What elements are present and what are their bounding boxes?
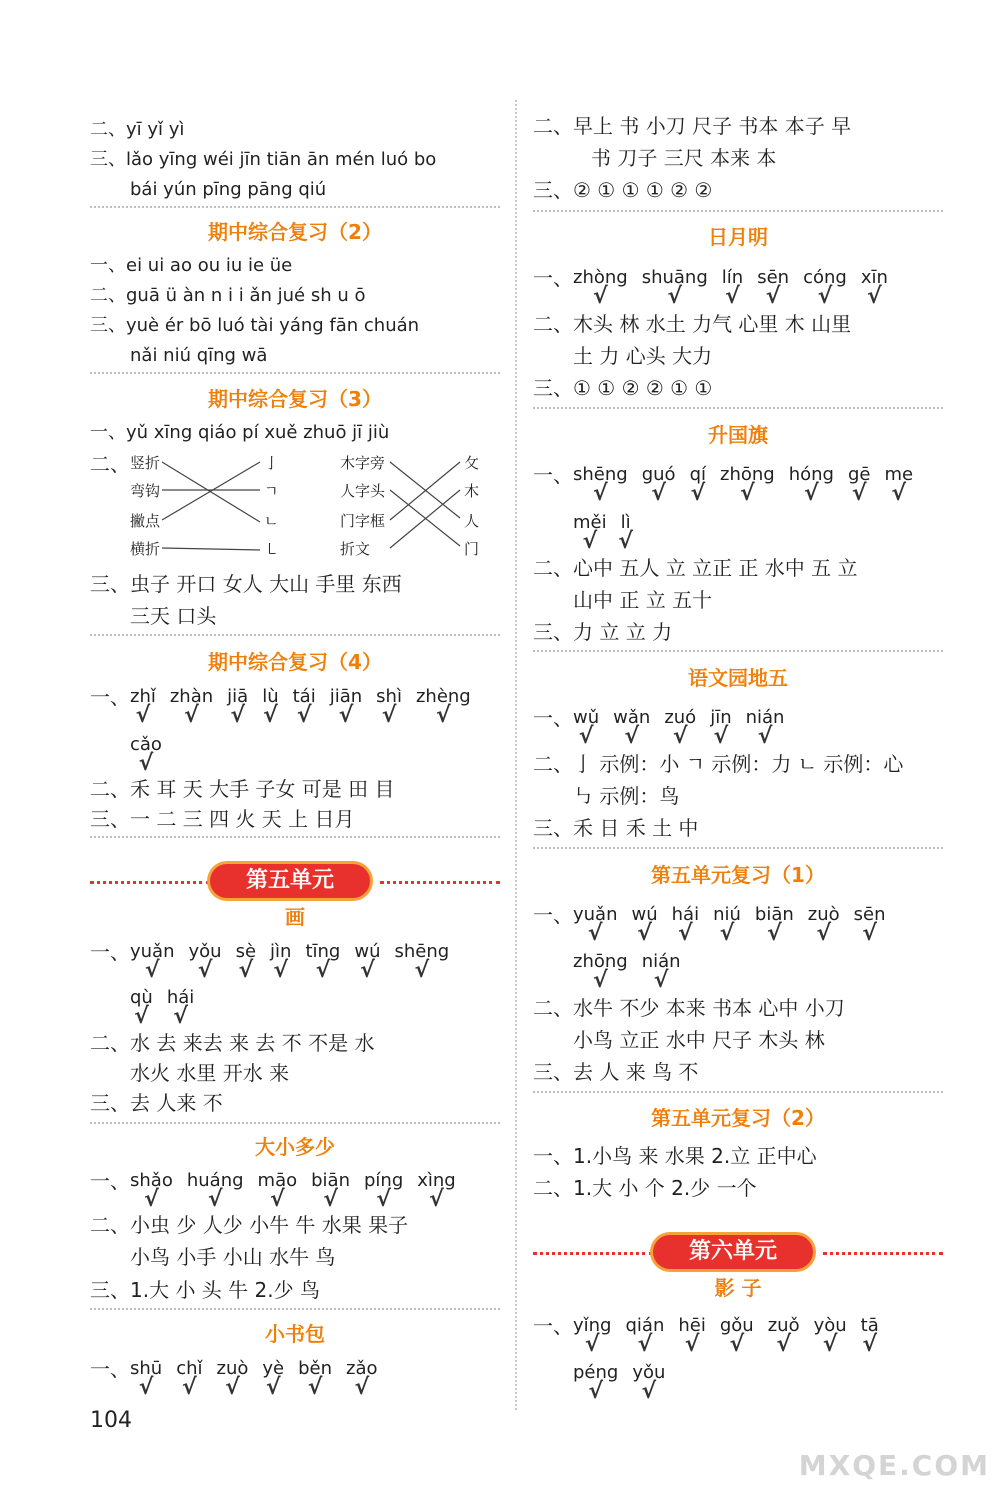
section-title: 期中综合复习（4）	[208, 650, 382, 674]
banner-dots	[823, 1252, 943, 1255]
match-right-2: 木	[464, 482, 480, 500]
watermark: MXQE.COM	[798, 1449, 990, 1482]
check-mark-icon: √	[667, 284, 683, 309]
pinyin-check-row	[573, 901, 900, 946]
check-mark-icon: √	[587, 921, 603, 946]
pinyin-word: péng √	[573, 1362, 619, 1404]
check-mark-icon: √	[135, 703, 151, 728]
answer-prefix: 一、	[90, 940, 130, 964]
answer-line: 二、木头 林 水土 力气 心里 木 山里	[533, 312, 852, 336]
pinyin-word: hái √	[671, 904, 700, 946]
pinyin-word: xīn √	[860, 267, 888, 309]
check-mark-icon: √	[323, 1187, 338, 1212]
pinyin-word: yǐng √	[573, 1315, 612, 1357]
answer-line: 书 刀子 三尺 本来 本	[591, 146, 777, 170]
check-mark-icon: √	[678, 921, 693, 946]
pinyin-check-row	[573, 1312, 893, 1357]
answer-line: 三、虫子 开口 女人 大山 手里 东西	[90, 572, 402, 596]
check-mark-icon: √	[593, 284, 608, 309]
section-title: 期中综合复习（3）	[208, 387, 382, 411]
section-separator	[533, 1091, 943, 1093]
check-mark-icon: √	[862, 1332, 878, 1357]
section-separator	[90, 1122, 500, 1124]
page-number: 104	[90, 1408, 132, 1433]
pinyin-word: cǎo √	[130, 734, 162, 776]
answer-line: 小鸟 立正 水中 尺子 木头 林	[573, 1028, 825, 1052]
banner-dots	[380, 881, 500, 884]
pinyin-check-row	[130, 1355, 392, 1400]
pinyin-word: me √	[884, 464, 914, 506]
check-mark-icon: √	[725, 284, 740, 309]
check-mark-icon: √	[637, 921, 652, 946]
answer-line: 三、去 人来 不	[90, 1091, 223, 1115]
check-mark-icon: √	[593, 481, 608, 506]
pinyin-word: biān √	[754, 904, 794, 946]
check-mark-icon: √	[582, 529, 598, 554]
answer-line: 二、心中 五人 立 立正 正 水中 五 立	[533, 556, 858, 580]
check-mark-icon: √	[578, 724, 594, 749]
pinyin-word: jiā √	[227, 686, 249, 728]
pinyin-word: hóng √	[788, 464, 834, 506]
match-right-4: 门	[464, 540, 480, 558]
section-title: 小书包	[265, 1322, 325, 1346]
check-mark-icon: √	[238, 958, 254, 983]
pinyin-word: zhòng √	[573, 267, 628, 309]
section-title: 期中综合复习（2）	[208, 220, 382, 244]
pinyin-check-row	[573, 704, 798, 749]
check-mark-icon: √	[822, 1332, 838, 1357]
pinyin-word: shuāng √	[641, 267, 708, 309]
pinyin-word: jīn √	[710, 707, 732, 749]
pinyin-word: tīng √	[305, 941, 341, 983]
answer-prefix: 一、	[90, 1357, 130, 1381]
pinyin-word: qián √	[625, 1315, 665, 1357]
check-mark-icon: √	[593, 968, 608, 993]
pinyin-word: wú √	[354, 941, 381, 983]
pinyin-word: zhōng √	[720, 464, 775, 506]
section-separator	[90, 1308, 500, 1310]
answer-line: 小鸟 小手 小山 水牛 鸟	[130, 1245, 336, 1269]
pinyin-word: jiān √	[329, 686, 363, 728]
answer-line: 三、一 二 三 四 火 天 上 日月	[90, 807, 355, 831]
check-mark-icon: √	[891, 481, 907, 506]
check-mark-icon: √	[776, 1332, 791, 1357]
check-mark-icon: √	[429, 1187, 444, 1212]
check-mark-icon: √	[436, 703, 451, 728]
answer-line: bái yún pīng pāng qiú	[130, 179, 327, 200]
match-left-3: 撇点	[130, 512, 161, 530]
check-mark-icon: √	[414, 958, 430, 983]
check-mark-icon: √	[588, 1379, 604, 1404]
answer-line: 一、ei ui ao ou iu ie üe	[90, 255, 293, 276]
check-mark-icon: √	[265, 1375, 281, 1400]
answer-prefix: 一、	[90, 685, 130, 709]
pinyin-word: nián √	[641, 951, 681, 993]
match-left-2: 弯钩	[130, 482, 161, 500]
pinyin-word: zuò √	[216, 1358, 249, 1400]
answer-prefix: 一、	[90, 1169, 130, 1193]
match-mid2-2: 人字头	[340, 482, 386, 500]
check-mark-icon: √	[144, 958, 160, 983]
match-mid1-4: ㇄	[264, 540, 280, 558]
pinyin-check-row	[573, 948, 695, 993]
match-right-1: 攵	[464, 454, 480, 472]
match-mid1-1: 亅	[264, 454, 280, 472]
check-mark-icon: √	[273, 958, 289, 983]
pinyin-word: niú √	[713, 904, 741, 946]
answer-line: 三、② ① ① ① ② ②	[533, 178, 713, 202]
pinyin-check-row	[573, 509, 645, 554]
pinyin-word: yuǎn √	[130, 941, 175, 983]
pinyin-word: shì √	[376, 686, 402, 728]
section-separator	[90, 836, 500, 838]
check-mark-icon: √	[862, 921, 877, 946]
check-mark-icon: √	[719, 921, 735, 946]
pinyin-check-row	[130, 938, 463, 983]
pinyin-word: zǎo √	[346, 1358, 378, 1400]
check-mark-icon: √	[338, 703, 354, 728]
check-mark-icon: √	[624, 724, 640, 749]
pinyin-check-row	[130, 1167, 470, 1212]
pinyin-word: měi √	[573, 512, 607, 554]
check-mark-icon: √	[816, 921, 832, 946]
pinyin-word: lì √	[618, 512, 633, 554]
answer-line: ㇉ 示例：鸟	[573, 784, 680, 808]
check-mark-icon: √	[740, 481, 755, 506]
answer-line: 二、yī yǐ yì	[90, 119, 185, 140]
pinyin-word: hēi √	[678, 1315, 706, 1357]
pinyin-word: píng √	[363, 1170, 404, 1212]
pinyin-word: lín √	[721, 267, 744, 309]
banner-dots	[533, 1252, 653, 1255]
check-mark-icon: √	[173, 1004, 188, 1029]
answer-line: 三、yuè ér bō luó tài yáng fān chuán	[90, 315, 420, 336]
match-left-4: 横折	[130, 540, 161, 558]
pinyin-word: nián √	[745, 707, 785, 749]
pinyin-check-row	[573, 1359, 679, 1404]
answer-line: 三、1.大 小 头 牛 2.少 鸟	[90, 1278, 320, 1302]
answer-prefix: 一、	[533, 463, 573, 487]
pinyin-check-row	[130, 731, 176, 776]
answer-line: 三、禾 日 禾 土 中	[533, 816, 699, 840]
check-mark-icon: √	[851, 481, 867, 506]
answer-prefix: 二、	[90, 452, 130, 476]
check-mark-icon: √	[651, 481, 666, 506]
pinyin-word: wú √	[631, 904, 658, 946]
pinyin-word: gē √	[847, 464, 871, 506]
section-separator	[90, 206, 500, 208]
pinyin-word: xìng √	[417, 1170, 456, 1212]
check-mark-icon: √	[690, 481, 706, 506]
section-separator	[533, 407, 943, 409]
check-mark-icon: √	[360, 958, 375, 983]
check-mark-icon: √	[376, 1187, 391, 1212]
answer-line: 二、禾 耳 天 大手 子女 可是 田 目	[90, 777, 395, 801]
check-mark-icon: √	[296, 703, 312, 728]
pinyin-word: shū √	[130, 1358, 163, 1400]
pinyin-word: guó √	[641, 464, 676, 506]
pinyin-word: shēng √	[573, 464, 628, 506]
check-mark-icon: √	[803, 481, 819, 506]
answer-line: 三天 口头	[130, 604, 217, 628]
answer-line: 三、lǎo yīng wéi jīn tiān ān mén luó bo	[90, 149, 437, 170]
check-mark-icon: √	[263, 703, 278, 728]
answer-line: 二、1.大 小 个 2.少 一个	[533, 1176, 757, 1200]
answer-line: 二、水牛 不少 本来 书本 心中 小刀	[533, 996, 845, 1020]
match-mid2-3: 门字框	[340, 512, 386, 530]
check-mark-icon: √	[207, 1187, 223, 1212]
section-separator	[533, 847, 943, 849]
pinyin-check-row	[573, 264, 902, 309]
check-mark-icon: √	[637, 1332, 653, 1357]
pinyin-word: zhàn √	[169, 686, 214, 728]
section-separator	[533, 210, 943, 212]
check-mark-icon: √	[618, 529, 633, 554]
unit-badge: 第六单元	[653, 1235, 813, 1269]
answer-line: 一、yǔ xīng qiáo pí xuě zhuō jī jiù	[90, 422, 390, 443]
pinyin-check-row	[573, 461, 927, 506]
pinyin-word: tái √	[292, 686, 316, 728]
pinyin-word: biān √	[311, 1170, 350, 1212]
section-title: 影 子	[714, 1276, 762, 1300]
check-mark-icon: √	[225, 1375, 240, 1400]
pinyin-word: sēn √	[853, 904, 886, 946]
check-mark-icon: √	[184, 703, 199, 728]
section-separator	[90, 372, 500, 374]
check-mark-icon: √	[144, 1187, 159, 1212]
check-mark-icon: √	[138, 751, 154, 776]
pinyin-word: zuó √	[664, 707, 697, 749]
match-right-3: 人	[464, 512, 480, 530]
pinyin-word: yòu √	[813, 1315, 847, 1357]
matching-exercise	[130, 450, 500, 566]
answer-prefix: 一、	[533, 266, 573, 290]
pinyin-word: zhǐ √	[130, 686, 156, 728]
answer-line: nǎi niú qīng wā	[130, 345, 268, 366]
check-mark-icon: √	[641, 1379, 657, 1404]
check-mark-icon: √	[138, 1375, 154, 1400]
pinyin-word: yè √	[262, 1358, 285, 1400]
check-mark-icon: √	[757, 724, 773, 749]
matching-lines	[130, 450, 500, 566]
match-mid1-3: ㄴ	[264, 512, 279, 530]
pinyin-word: yuǎn √	[573, 904, 618, 946]
check-mark-icon: √	[197, 958, 213, 983]
answer-line: 二、guā ü àn n i i ǎn jué sh u ō	[90, 285, 366, 306]
section-separator	[533, 650, 943, 652]
match-mid2-4: 折文	[340, 540, 371, 558]
answer-line: 山中 正 立 五十	[573, 588, 713, 612]
match-mid1-2: ㄱ	[264, 482, 279, 500]
pinyin-word: shǎo √	[130, 1170, 173, 1212]
check-mark-icon: √	[315, 958, 331, 983]
check-mark-icon: √	[307, 1375, 323, 1400]
answer-line: 二、水 去 来去 来 去 不 不是 水	[90, 1031, 375, 1055]
pinyin-word: zhōng √	[573, 951, 628, 993]
pinyin-check-row	[130, 984, 208, 1029]
pinyin-word: māo √	[257, 1170, 298, 1212]
check-mark-icon: √	[381, 703, 397, 728]
unit-banner	[90, 862, 500, 902]
section-title: 升国旗	[708, 423, 768, 447]
pinyin-word: tā √	[860, 1315, 879, 1357]
pinyin-word: sè √	[235, 941, 257, 983]
pinyin-word: lù √	[262, 686, 279, 728]
check-mark-icon: √	[867, 284, 882, 309]
unit-badge: 第五单元	[210, 864, 370, 898]
check-mark-icon: √	[684, 1332, 700, 1357]
pinyin-word: shēng √	[394, 941, 450, 983]
section-title: 画	[285, 905, 305, 929]
pinyin-word: huáng √	[186, 1170, 244, 1212]
pinyin-word: qù √	[130, 987, 153, 1029]
section-title: 第五单元复习（2）	[651, 1106, 825, 1130]
check-mark-icon: √	[672, 724, 688, 749]
section-title: 第五单元复习（1）	[651, 863, 825, 887]
check-mark-icon: √	[269, 1187, 285, 1212]
pinyin-word: yǒu √	[632, 1362, 666, 1404]
pinyin-word: qí √	[689, 464, 706, 506]
section-title: 语文园地五	[688, 666, 788, 690]
check-mark-icon: √	[584, 1332, 600, 1357]
answer-prefix: 一、	[533, 903, 573, 927]
unit-banner	[533, 1233, 943, 1273]
check-mark-icon: √	[765, 284, 781, 309]
answer-prefix: 一、	[533, 706, 573, 730]
answer-line: 一、1.小鸟 来 水果 2.立 正中心	[533, 1144, 817, 1168]
check-mark-icon: √	[767, 921, 782, 946]
pinyin-word: zuò √	[807, 904, 840, 946]
pinyin-word: zuǒ √	[767, 1315, 800, 1357]
answer-line: 三、① ① ② ② ① ①	[533, 376, 713, 400]
pinyin-word: jìn √	[270, 941, 292, 983]
check-mark-icon: √	[817, 284, 833, 309]
pinyin-word: hái √	[166, 987, 195, 1029]
match-mid2-1: 木字旁	[340, 454, 386, 472]
pinyin-word: gǒu √	[719, 1315, 754, 1357]
answer-prefix: 一、	[533, 1314, 573, 1338]
check-mark-icon: √	[729, 1332, 745, 1357]
pinyin-word: wǎn √	[613, 707, 651, 749]
check-mark-icon: √	[134, 1004, 149, 1029]
check-mark-icon: √	[653, 968, 669, 993]
pinyin-word: wǔ √	[573, 707, 600, 749]
pinyin-word: cóng √	[803, 267, 847, 309]
answer-line: 土 力 心头 大力	[573, 344, 713, 368]
section-title: 日月明	[708, 225, 768, 249]
pinyin-word: yǒu √	[188, 941, 222, 983]
pinyin-word: zhèng √	[415, 686, 471, 728]
section-title: 大小多少	[255, 1135, 335, 1159]
answer-line: 二、亅 示例：小 ㄱ 示例：力 ㄴ 示例：心	[533, 752, 904, 776]
answer-line: 二、小虫 少 人少 小牛 牛 水果 果子	[90, 1213, 409, 1237]
pinyin-word: sēn √	[757, 267, 790, 309]
column-divider	[515, 100, 517, 1410]
answer-line: 三、力 立 立 力	[533, 620, 673, 644]
pinyin-word: běn √	[298, 1358, 333, 1400]
check-mark-icon: √	[230, 703, 246, 728]
match-left-1: 竖折	[130, 454, 161, 472]
banner-dots	[90, 881, 210, 884]
pinyin-word: chǐ √	[176, 1358, 203, 1400]
check-mark-icon: √	[354, 1375, 370, 1400]
check-mark-icon: √	[713, 724, 729, 749]
answer-line: 水火 水里 开水 来	[130, 1061, 290, 1085]
pinyin-check-row	[130, 683, 485, 728]
answer-line: 三、去 人 来 鸟 不	[533, 1060, 699, 1084]
section-separator	[90, 634, 500, 636]
check-mark-icon: √	[182, 1375, 197, 1400]
answer-line: 二、早上 书 小刀 尺子 书本 本子 早	[533, 114, 852, 138]
